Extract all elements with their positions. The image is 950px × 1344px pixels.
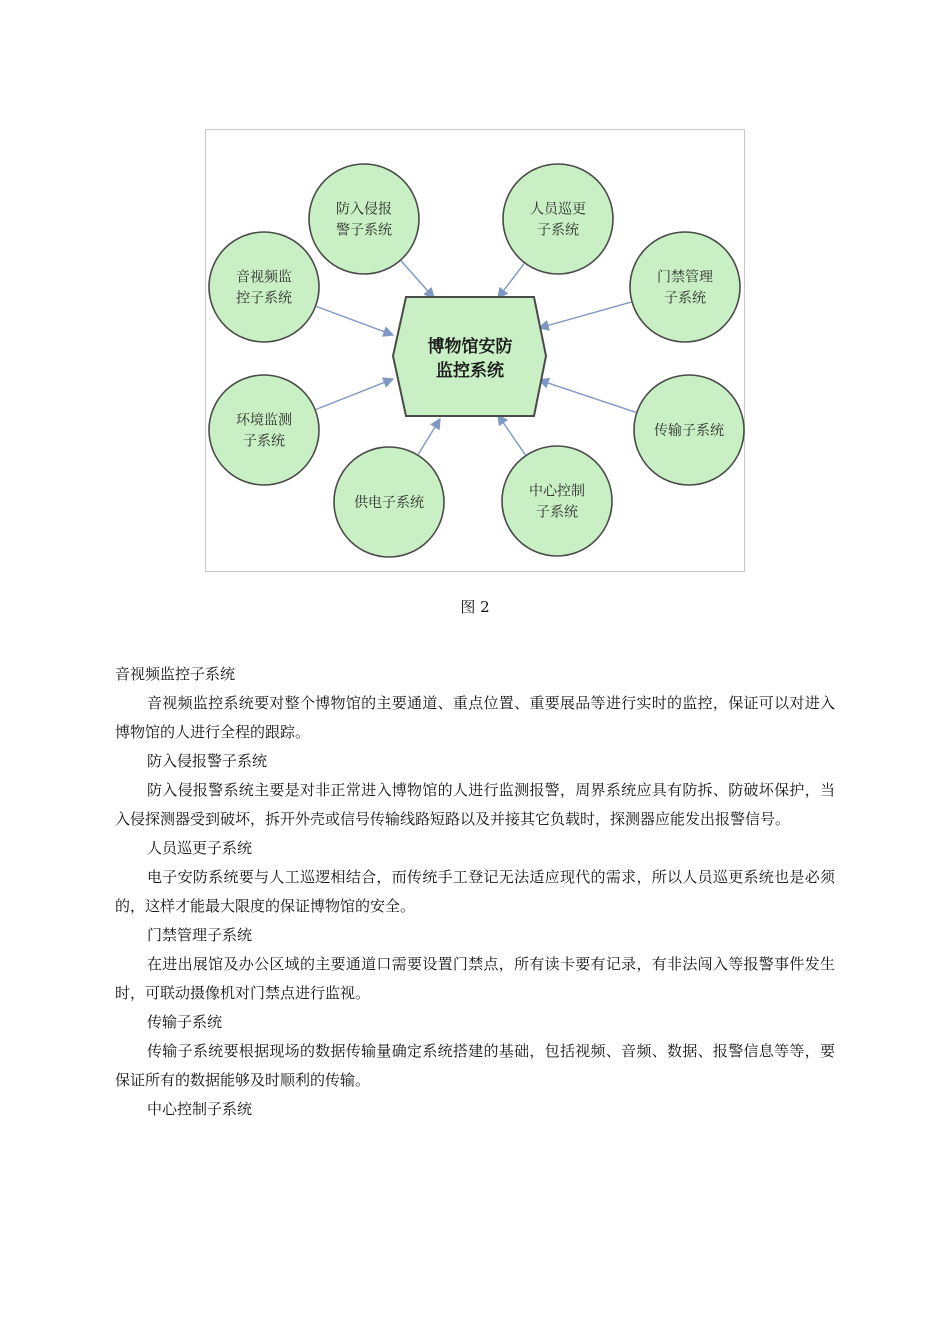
node-circle-environment: [209, 375, 319, 485]
section-heading-patrol: 人员巡更子系统: [147, 839, 253, 857]
node-label-environment: 子系统: [243, 433, 285, 450]
hub-label-line: 监控系统: [436, 361, 504, 381]
node-label-video: 控子系统: [236, 290, 292, 307]
node-circle-access: [630, 232, 740, 342]
connector-arrow-intrusion: [401, 261, 434, 298]
node-label-power: 供电子系统: [354, 495, 424, 511]
section-heading-central: 中心控制子系统: [147, 1100, 253, 1118]
node-label-access: 子系统: [664, 290, 706, 307]
node-label-access: 门禁管理: [657, 269, 713, 286]
section-body-patrol: 电子安防系统要与人工巡逻相结合，而传统手工登记无法适应现代的需求，所以人员巡更系统也是必须的，这样才能最大限度的保证博物馆的安全。: [115, 868, 835, 915]
node-circle-intrusion: [309, 164, 419, 274]
connector-arrow-video: [317, 307, 394, 336]
figure-caption: 图 2: [460, 598, 490, 616]
connector-arrow-central: [498, 415, 525, 455]
node-circle-central: [502, 446, 612, 556]
connector-arrow-environment: [316, 379, 393, 409]
section-body-access: 在进出展馆及办公区域的主要通道口需要设置门禁点，所有读卡要有记录，有非法闯入等报警事件发生时，可联动摄像机对门禁点进行监视。: [115, 955, 835, 1002]
node-circle-video: [209, 232, 319, 342]
connector-arrow-power: [418, 419, 440, 454]
system-diagram: [206, 130, 746, 573]
node-label-central: 中心控制: [529, 483, 585, 500]
section-heading-intrusion: 防入侵报警子系统: [147, 752, 268, 770]
node-circle-patrol: [503, 164, 613, 274]
node-label-central: 子系统: [536, 504, 578, 521]
hub-label-line: 博物馆安防: [427, 337, 513, 357]
section-body-transmission: 传输子系统要根据现场的数据传输量确定系统搭建的基础，包括视频、音频、数据、报警信息等等，要保证所有的数据能够及时顺利的传输。: [115, 1042, 835, 1089]
section-body-intrusion: 防入侵报警系统主要是对非正常进入博物馆的人进行监测报警，周界系统应具有防拆、防破坏保护，当入侵探测器受到破坏，拆开外壳或信号传输线路短路以及并接其它负载时，探测器应能发出报警信号。: [115, 781, 835, 828]
node-label-environment: 环境监测: [236, 412, 292, 429]
node-label-transmission: 传输子系统: [654, 423, 724, 439]
document-body: [115, 660, 835, 1124]
section-heading-transmission: 传输子系统: [147, 1013, 223, 1031]
node-label-intrusion: 防入侵报: [336, 201, 392, 218]
connector-arrow-access: [539, 302, 631, 328]
section-heading-access: 门禁管理子系统: [147, 926, 253, 944]
node-label-intrusion: 警子系统: [336, 222, 392, 239]
section-body-video: 音视频监控系统要对整个博物馆的主要通道、重点位置、重要展品等进行实时的监控，保证可以对进入博物馆的人进行全程的跟踪。: [115, 694, 835, 741]
figure-frame: [205, 129, 745, 572]
section-heading-video: 音视频监控子系统: [115, 665, 236, 683]
connector-arrow-transmission: [539, 380, 636, 412]
connector-arrow-patrol: [498, 264, 524, 298]
node-label-video: 音视频监: [236, 269, 292, 286]
node-label-patrol: 人员巡更: [530, 201, 586, 218]
node-label-patrol: 子系统: [537, 222, 579, 239]
